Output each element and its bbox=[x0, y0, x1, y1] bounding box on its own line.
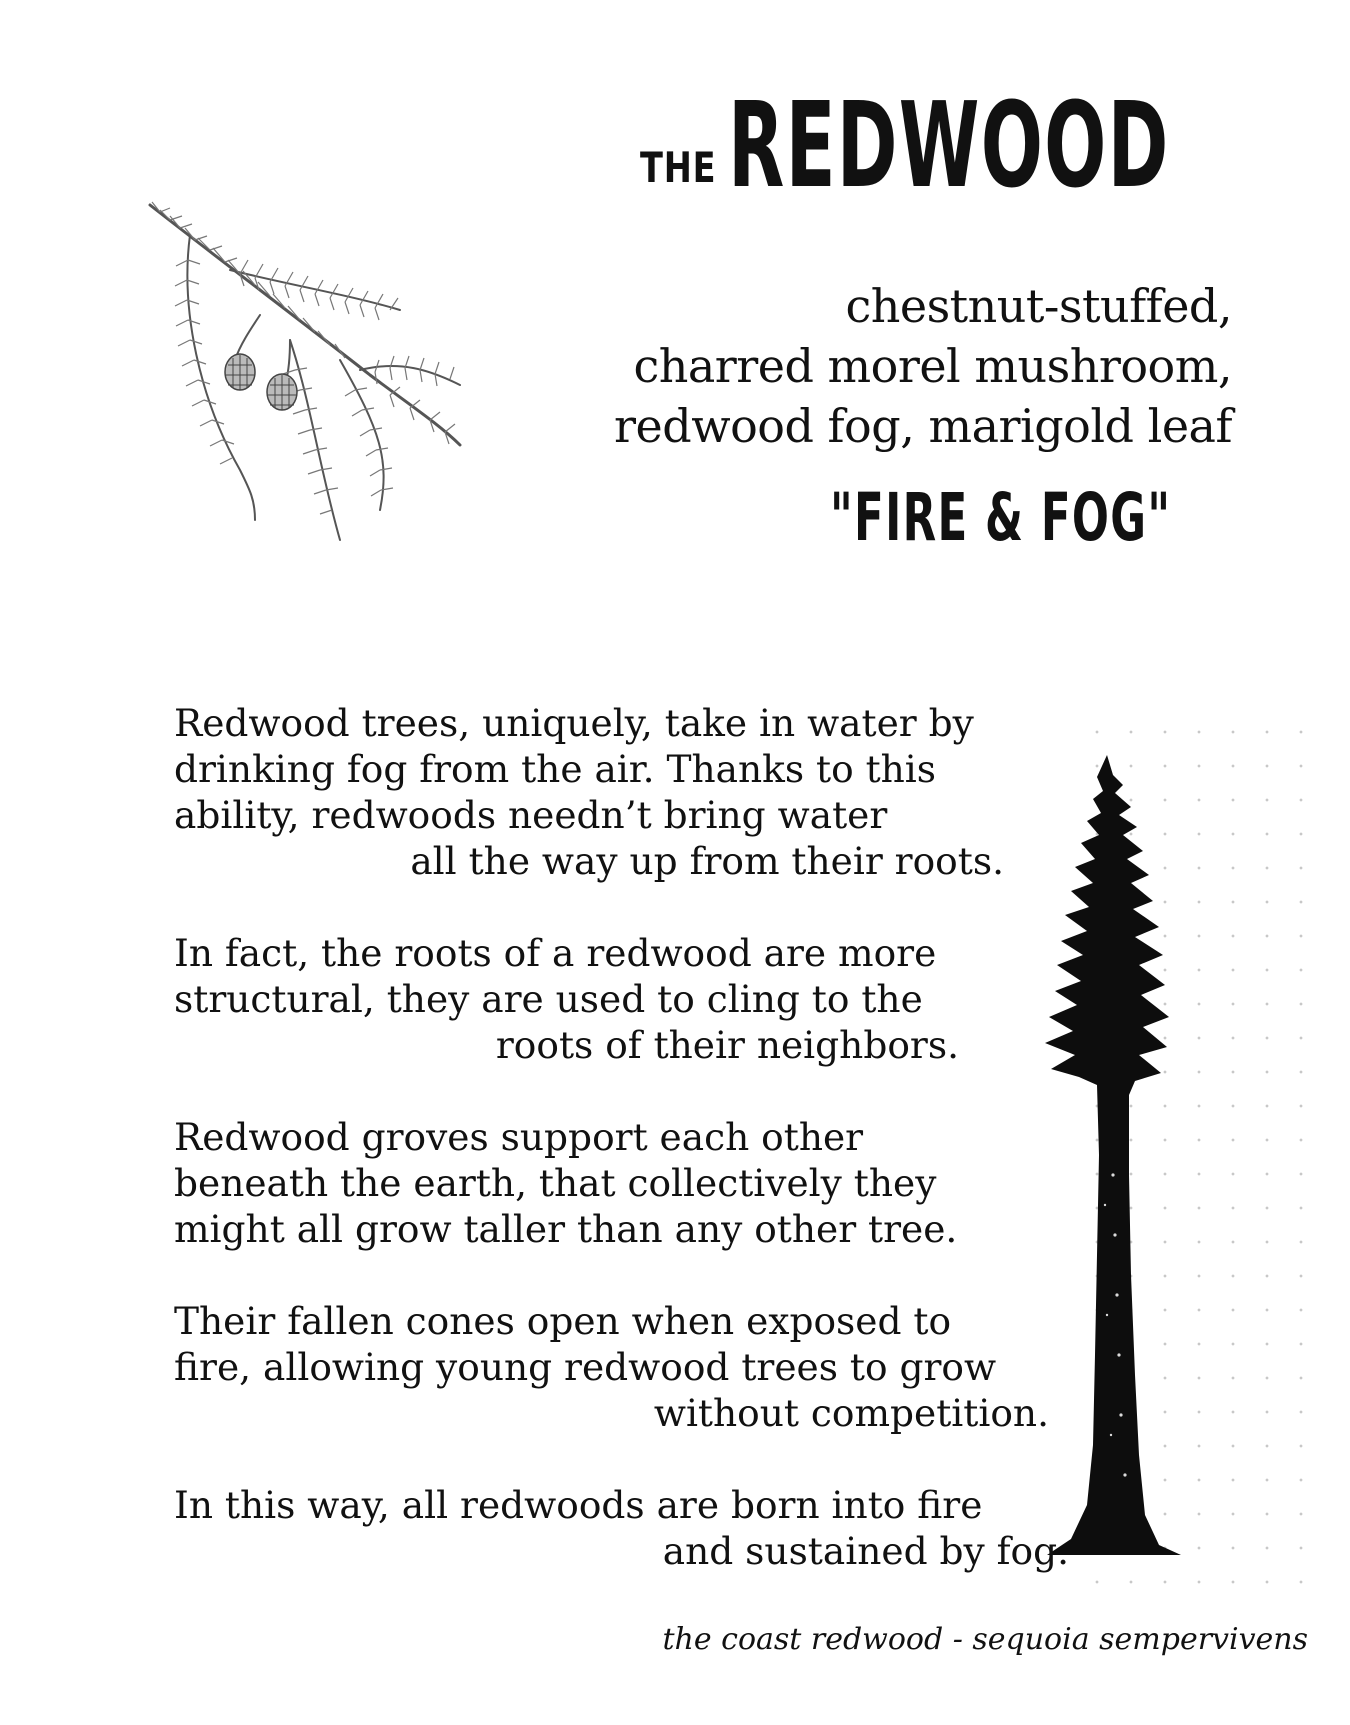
paragraph-line: ability, redwoods needn’t bring water bbox=[174, 793, 888, 837]
paragraph-line: might all grow taller than any other tree. bbox=[174, 1207, 958, 1251]
paragraph bbox=[174, 930, 1074, 1068]
paragraph bbox=[174, 1298, 1074, 1436]
paragraph-line: and sustained by fog. bbox=[662, 1529, 1069, 1573]
paragraph-line: fire, allowing young redwood trees to grow bbox=[174, 1345, 997, 1389]
paragraph-line: In fact, the roots of a redwood are more bbox=[174, 931, 937, 975]
dish-description-line: charred morel mushroom, bbox=[633, 339, 1232, 393]
paragraph bbox=[174, 1114, 1074, 1252]
paragraph-line: Redwood groves support each other bbox=[174, 1115, 864, 1159]
paragraph-line: In this way, all redwoods are born into fire bbox=[174, 1483, 983, 1527]
paragraph-line: Their fallen cones open when exposed to bbox=[174, 1299, 952, 1343]
paragraph bbox=[174, 700, 1074, 884]
title-main: REDWOOD bbox=[727, 76, 1170, 214]
body-text bbox=[174, 700, 1074, 1620]
dish-description-line: chestnut-stuffed, bbox=[845, 279, 1232, 333]
paragraph-line: without competition. bbox=[653, 1391, 1049, 1435]
paragraph-line: all the way up from their roots. bbox=[410, 839, 1004, 883]
redwood-branch-icon bbox=[140, 200, 520, 600]
paragraph-line: Redwood trees, uniquely, take in water by bbox=[174, 701, 974, 745]
paragraph-line: drinking fog from the air. Thanks to this bbox=[174, 747, 937, 791]
dish-description-line: redwood fog, marigold leaf bbox=[614, 399, 1232, 453]
dish-description bbox=[614, 276, 1232, 456]
paragraph-line: beneath the earth, that collectively they bbox=[174, 1161, 937, 1205]
paragraph bbox=[174, 1482, 1074, 1574]
tagline: "FIRE & FOG" bbox=[830, 479, 1172, 556]
paragraph-line: structural, they are used to cling to the bbox=[174, 977, 923, 1021]
page-title bbox=[640, 76, 1350, 214]
title-prefix: THE bbox=[640, 143, 717, 192]
caption: the coast redwood - sequoia sempervivens bbox=[662, 1622, 1308, 1657]
paragraph-line: roots of their neighbors. bbox=[495, 1023, 959, 1067]
